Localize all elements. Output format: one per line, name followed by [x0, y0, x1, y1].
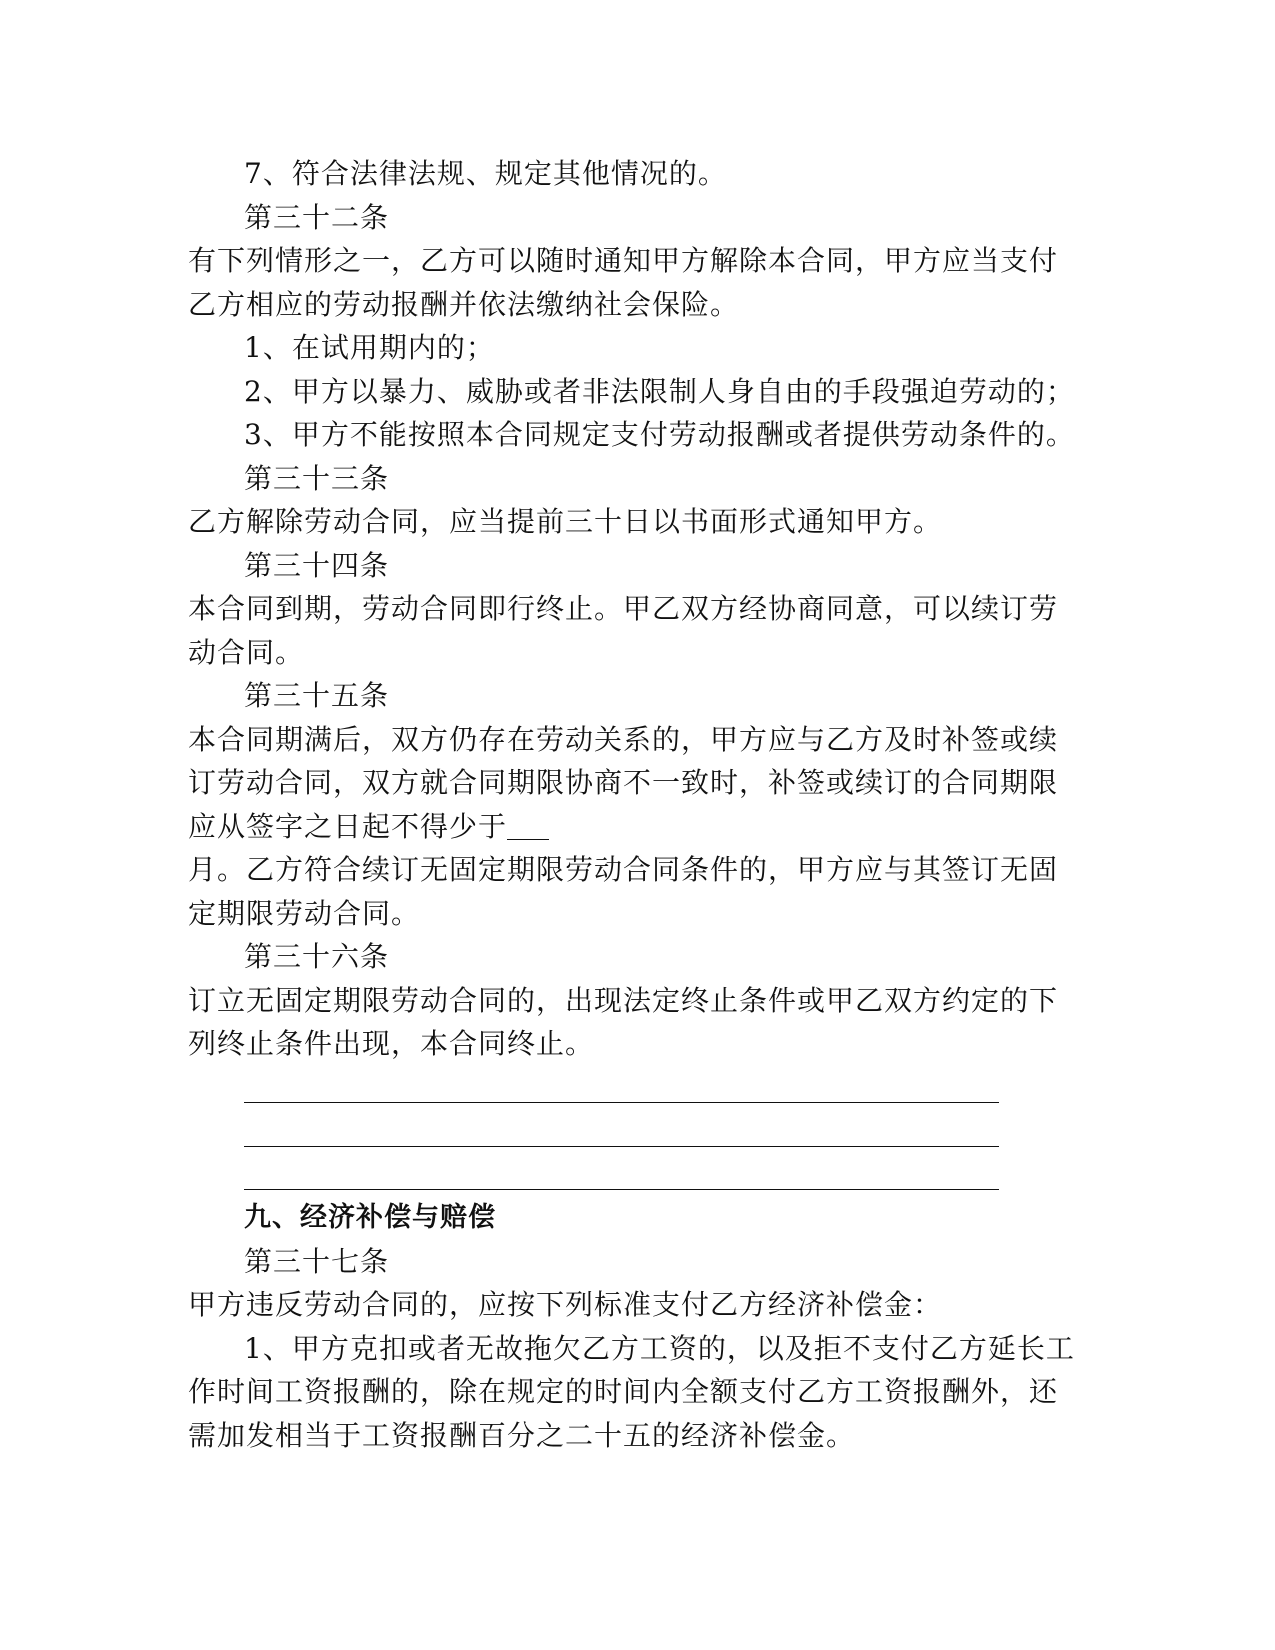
contract-clauses-35-36: [188, 848, 1068, 1066]
text-line: 3、甲方不能按照本合同规定支付劳动报酬或者提供劳动条件的。: [244, 418, 1075, 451]
section-heading: 九、经济补偿与赔偿: [244, 1202, 496, 1233]
text-line: 1、甲方克扣或者无故拖欠乙方工资的，以及拒不支付乙方延长工: [244, 1331, 1075, 1365]
text-line: 第三十六条: [244, 940, 390, 973]
text-line: 作时间工资报酬的，除在规定的时间内全额支付乙方工资报酬外，还: [188, 1375, 1059, 1408]
text-line: 月。乙方符合续订无固定期限劳动合同条件的，甲方应与其签订无固: [188, 853, 1059, 886]
blank-rule-1: [188, 1066, 1068, 1110]
text-line: 本合同期满后，双方仍存在劳动关系的，甲方应与乙方及时补签或续: [188, 722, 1059, 756]
blank-fill-line: [188, 805, 1068, 849]
text-line: 本合同到期，劳动合同即行终止。甲乙双方经协商同意，可以续订劳: [188, 592, 1059, 625]
text-line: 订立无固定期限劳动合同的，出现法定终止条件或甲乙双方约定的下: [188, 983, 1059, 1017]
text-line: 第三十二条: [244, 200, 390, 234]
text-line: 需加发相当于工资报酬百分之二十五的经济补偿金。: [188, 1418, 856, 1452]
text-line: 列终止条件出现，本合同终止。: [188, 1027, 595, 1060]
document-body: [188, 152, 1075, 1457]
text-line: 第三十七条: [244, 1244, 390, 1278]
text-line: 乙方解除劳动合同，应当提前三十日以书面形式通知甲方。: [188, 505, 943, 538]
blank-rule-3: [188, 1153, 1068, 1197]
text-line: 甲方违反劳动合同的，应按下列标准支付乙方经济补偿金：: [188, 1288, 943, 1321]
text-line: 7、符合法律法规、规定其他情况的。: [244, 157, 727, 190]
contract-clause-37: [188, 1240, 1075, 1458]
text-line: 2、甲方以暴力、威胁或者非法限制人身自由的手段强迫劳动的；: [244, 374, 1075, 408]
text-line: 乙方相应的劳动报酬并依法缴纳社会保险。: [188, 287, 740, 321]
text-line: 第三十三条: [244, 461, 390, 495]
text-line: 第三十四条: [244, 548, 390, 582]
text-line: 有下列情形之一，乙方可以随时通知甲方解除本合同，甲方应当支付: [188, 244, 1059, 277]
blank-rule-2: [188, 1109, 1068, 1153]
text-line: 订劳动合同，双方就合同期限协商不一致时，补签或续订的合同期限: [188, 766, 1059, 799]
text-line: 第三十五条: [244, 679, 390, 712]
blank-line-text: 应从签字之日起不得少于: [188, 809, 508, 843]
text-line: 定期限劳动合同。: [188, 896, 421, 930]
months-blank-field: [507, 809, 549, 840]
text-line: 动合同。: [188, 635, 305, 669]
text-line: 1、在试用期内的；: [244, 331, 495, 364]
contract-clauses-32-35: [188, 152, 1075, 805]
